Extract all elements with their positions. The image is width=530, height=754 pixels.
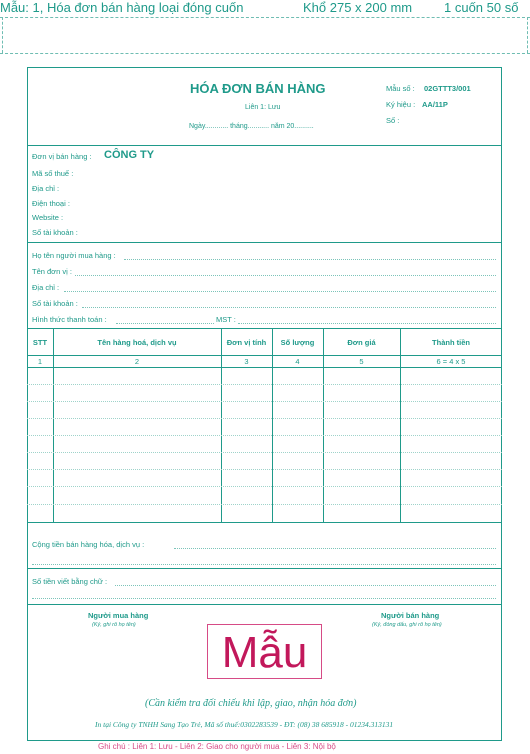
symbol-label: Ký hiệu : — [386, 100, 416, 109]
buyer-name-line — [124, 259, 496, 260]
amount-in-words-line-2 — [32, 598, 496, 599]
divider-totals — [27, 568, 502, 569]
buyer-account-label: Số tài khoản : — [32, 299, 78, 308]
buyer-unit-label: Tên đơn vị : — [32, 267, 72, 276]
seller-unit-label: Đơn vị bán hàng : — [32, 152, 92, 161]
table-row — [27, 418, 502, 419]
paper-size-text: Khổ 275 x 200 mm — [303, 0, 413, 15]
amount-in-words-line — [115, 585, 496, 586]
seller-address-label: Địa chỉ : — [32, 184, 60, 193]
payment-method-label: Hình thức thanh toán : — [32, 315, 107, 324]
table-row — [27, 452, 502, 453]
index-cell: 3 — [244, 357, 249, 366]
divider-words — [27, 604, 502, 605]
form-no-label: Mẫu số : — [386, 84, 415, 93]
col-header-qty: Số lượng — [280, 338, 315, 347]
table-row — [27, 384, 502, 385]
buyer-address-label: Địa chỉ : — [32, 283, 60, 292]
buyer-address-line — [64, 291, 496, 292]
subtotal-line — [174, 548, 496, 549]
index-cell: 5 — [359, 357, 364, 366]
form-type-text: Mẫu: 1, Hóa đơn bán hàng loại đóng cuốn — [0, 0, 244, 15]
amount-in-words-label: Số tiền viết bằng chữ : — [32, 577, 108, 586]
seller-phone-label: Điện thoại : — [32, 199, 70, 208]
date-line: Ngày............ tháng........... năm 20.......... — [189, 123, 314, 130]
subtotal-line-2 — [32, 564, 496, 565]
buyer-unit-line — [75, 275, 496, 276]
index-cell: 2 — [134, 357, 140, 366]
distribution-note: Ghi chú : Liên 1: Lưu - Liên 2: Giao cho người mua - Liên 3: Nội bộ — [98, 742, 336, 751]
cut-line-left — [2, 17, 3, 53]
seller-signature-note: (Ký, đóng dấu, ghi rõ họ tên) — [372, 622, 442, 628]
buyer-signature-title: Người mua hàng — [88, 611, 149, 620]
table-row — [27, 486, 502, 487]
check-note: (Cần kiểm tra đối chiếu khi lập, giao, nhận hóa đơn) — [145, 698, 357, 709]
index-cell: 1 — [37, 357, 43, 366]
table-row — [27, 435, 502, 436]
form-no-value: 02GTTT3/001 — [424, 84, 471, 93]
header-bar — [0, 0, 530, 16]
divider-title — [27, 145, 502, 146]
payment-method-line — [116, 323, 214, 324]
col-header-stt: STT — [32, 338, 48, 347]
table-row — [27, 469, 502, 470]
seller-tax-label: Mã số thuế : — [32, 169, 74, 178]
printer-line: In tại Công ty TNHH Sang Tạo Trẻ, Mã số thuế:0302283539 - ĐT: (08) 38 685918 - 01234.313131 — [95, 720, 394, 729]
buyer-account-line — [82, 307, 496, 308]
seller-signature-title: Người bán hàng — [381, 611, 440, 620]
cut-line-stub — [0, 53, 530, 54]
seller-account-label: Số tài khoản : — [32, 228, 78, 237]
buyer-mst-label: MST : — [216, 315, 236, 324]
seller-unit-value: CÔNG TY — [104, 149, 155, 161]
index-cell: 6 = 4 x 5 — [436, 357, 466, 366]
divider-seller — [27, 242, 502, 243]
col-header-price: Đơn giá — [347, 338, 376, 347]
table-row — [27, 401, 502, 402]
table-index-border — [27, 367, 502, 368]
table-header-border — [27, 355, 502, 356]
col-header-item: Tên hàng hoá, dịch vụ — [97, 338, 177, 347]
buyer-name-label: Họ tên người mua hàng : — [32, 251, 116, 260]
number-label: Số : — [386, 116, 400, 125]
sample-stamp: Mẫu — [207, 624, 322, 679]
book-count-text: 1 cuốn 50 số — [444, 0, 519, 15]
col-header-amount: Thành tiền — [432, 338, 470, 347]
table-row — [27, 504, 502, 505]
col-header-unit: Đơn vị tính — [226, 338, 267, 347]
buyer-mst-line — [238, 323, 496, 324]
symbol-value: AA/11P — [422, 100, 448, 109]
seller-website-label: Website : — [32, 213, 64, 222]
invoice-title: HÓA ĐƠN BÁN HÀNG — [190, 81, 326, 96]
table-top-border — [27, 328, 502, 329]
table-bottom-border — [27, 522, 502, 523]
copy-label: Liên 1: Lưu — [245, 104, 281, 111]
cut-line-right — [527, 17, 528, 53]
cut-line-top — [0, 17, 530, 18]
index-cell: 4 — [295, 357, 300, 366]
buyer-signature-note: (Ký, ghi rõ họ tên) — [92, 622, 136, 628]
subtotal-label: Cộng tiền bán hàng hóa, dịch vụ : — [32, 540, 145, 549]
